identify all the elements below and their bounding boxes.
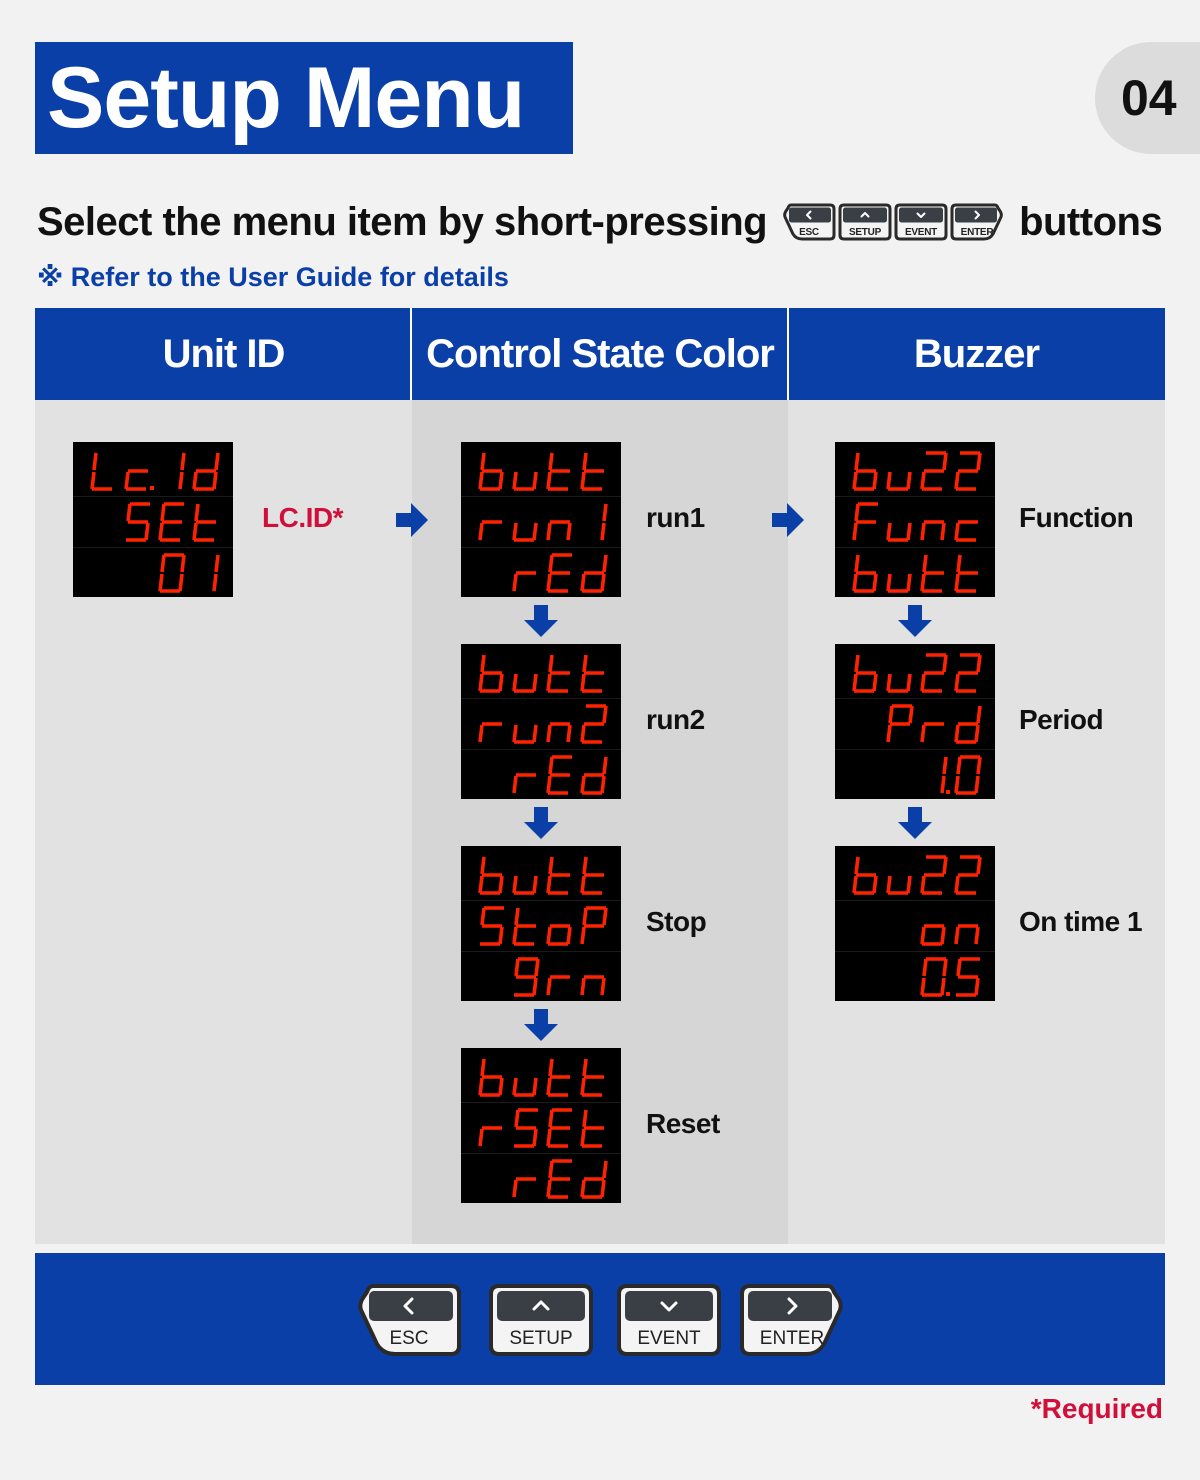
enter-button[interactable] xyxy=(737,1280,847,1365)
key-panel xyxy=(35,1253,1165,1385)
lcd-line xyxy=(835,647,995,698)
instruction-prefix: Select the menu item by short-pressing xyxy=(37,199,768,244)
lcd-line xyxy=(461,951,621,1002)
control-state-label: run2 xyxy=(646,704,705,735)
header-divider xyxy=(787,308,789,400)
control-state-label: Stop xyxy=(646,906,707,937)
user-guide-note: ※ Refer to the User Guide for details xyxy=(37,262,509,292)
svg-text:ENTER: ENTER xyxy=(960,227,994,238)
event-button[interactable] xyxy=(614,1280,724,1365)
page-number: 04 xyxy=(1121,70,1177,126)
key-label: SETUP xyxy=(509,1328,573,1349)
lcd-line xyxy=(461,698,621,749)
lcd-line xyxy=(835,900,995,951)
lcd-line xyxy=(461,1153,621,1204)
lcd-line xyxy=(835,445,995,496)
lcd-line xyxy=(461,1051,621,1102)
unit-id-display xyxy=(73,442,233,597)
buzzer-display xyxy=(835,644,995,799)
setup-key-icon xyxy=(837,202,893,242)
lcd-line xyxy=(73,445,233,496)
control-state-display xyxy=(461,1048,621,1203)
buzzer-label: Period xyxy=(1019,704,1104,735)
instruction-suffix: buttons xyxy=(1019,199,1163,244)
setup-button[interactable] xyxy=(486,1280,596,1365)
lcd-line xyxy=(461,849,621,900)
enter-key-icon xyxy=(949,202,1005,242)
buzzer-display xyxy=(835,442,995,597)
lcd-line xyxy=(73,496,233,547)
header-divider xyxy=(410,308,412,400)
control-state-display xyxy=(461,846,621,1001)
buzzer-label: On time 1 xyxy=(1019,906,1143,937)
lcd-line xyxy=(461,647,621,698)
buzzer-display xyxy=(835,846,995,1001)
unit-id-label: LC.ID* xyxy=(262,502,343,533)
lcd-line xyxy=(461,749,621,800)
control-state-label: Reset xyxy=(646,1108,720,1139)
key-label: ENTER xyxy=(759,1328,825,1349)
arrow-down-icon xyxy=(524,1009,558,1041)
page-number-tab xyxy=(1095,42,1200,154)
esc-button[interactable] xyxy=(354,1280,464,1365)
column-header-unit-id: Unit ID xyxy=(35,308,412,400)
svg-text:ESC: ESC xyxy=(799,227,819,238)
arrow-down-icon xyxy=(524,605,558,637)
lcd-line xyxy=(73,547,233,598)
arrow-down-icon xyxy=(898,807,932,839)
lcd-line xyxy=(835,547,995,598)
lcd-line xyxy=(835,849,995,900)
lcd-line xyxy=(461,900,621,951)
lcd-line xyxy=(461,445,621,496)
key-label: ESC xyxy=(389,1328,429,1349)
key-label: EVENT xyxy=(637,1328,701,1349)
esc-key-icon xyxy=(781,202,837,242)
control-state-display xyxy=(461,644,621,799)
buzzer-label: Function xyxy=(1019,502,1134,533)
arrow-right-icon xyxy=(772,503,804,537)
control-state-label: run1 xyxy=(646,502,705,533)
instruction xyxy=(37,192,1162,252)
event-key-icon xyxy=(893,202,949,242)
lcd-line xyxy=(461,496,621,547)
arrow-down-icon xyxy=(898,605,932,637)
lcd-line xyxy=(835,749,995,800)
control-state-display xyxy=(461,442,621,597)
required-note: *Required xyxy=(1030,1393,1163,1424)
lcd-line xyxy=(835,698,995,749)
arrow-right-icon xyxy=(396,503,428,537)
column-header-control-state-color: Control State Color xyxy=(412,308,788,400)
lcd-line xyxy=(835,951,995,1002)
lcd-line xyxy=(461,547,621,598)
svg-text:SETUP: SETUP xyxy=(849,227,882,238)
lcd-line xyxy=(835,496,995,547)
lcd-line xyxy=(461,1102,621,1153)
column-header-buzzer: Buzzer xyxy=(788,308,1165,400)
svg-text:EVENT: EVENT xyxy=(905,227,938,238)
arrow-down-icon xyxy=(524,807,558,839)
page-title: Setup Menu xyxy=(35,42,573,154)
inline-key-icons xyxy=(781,202,1005,242)
